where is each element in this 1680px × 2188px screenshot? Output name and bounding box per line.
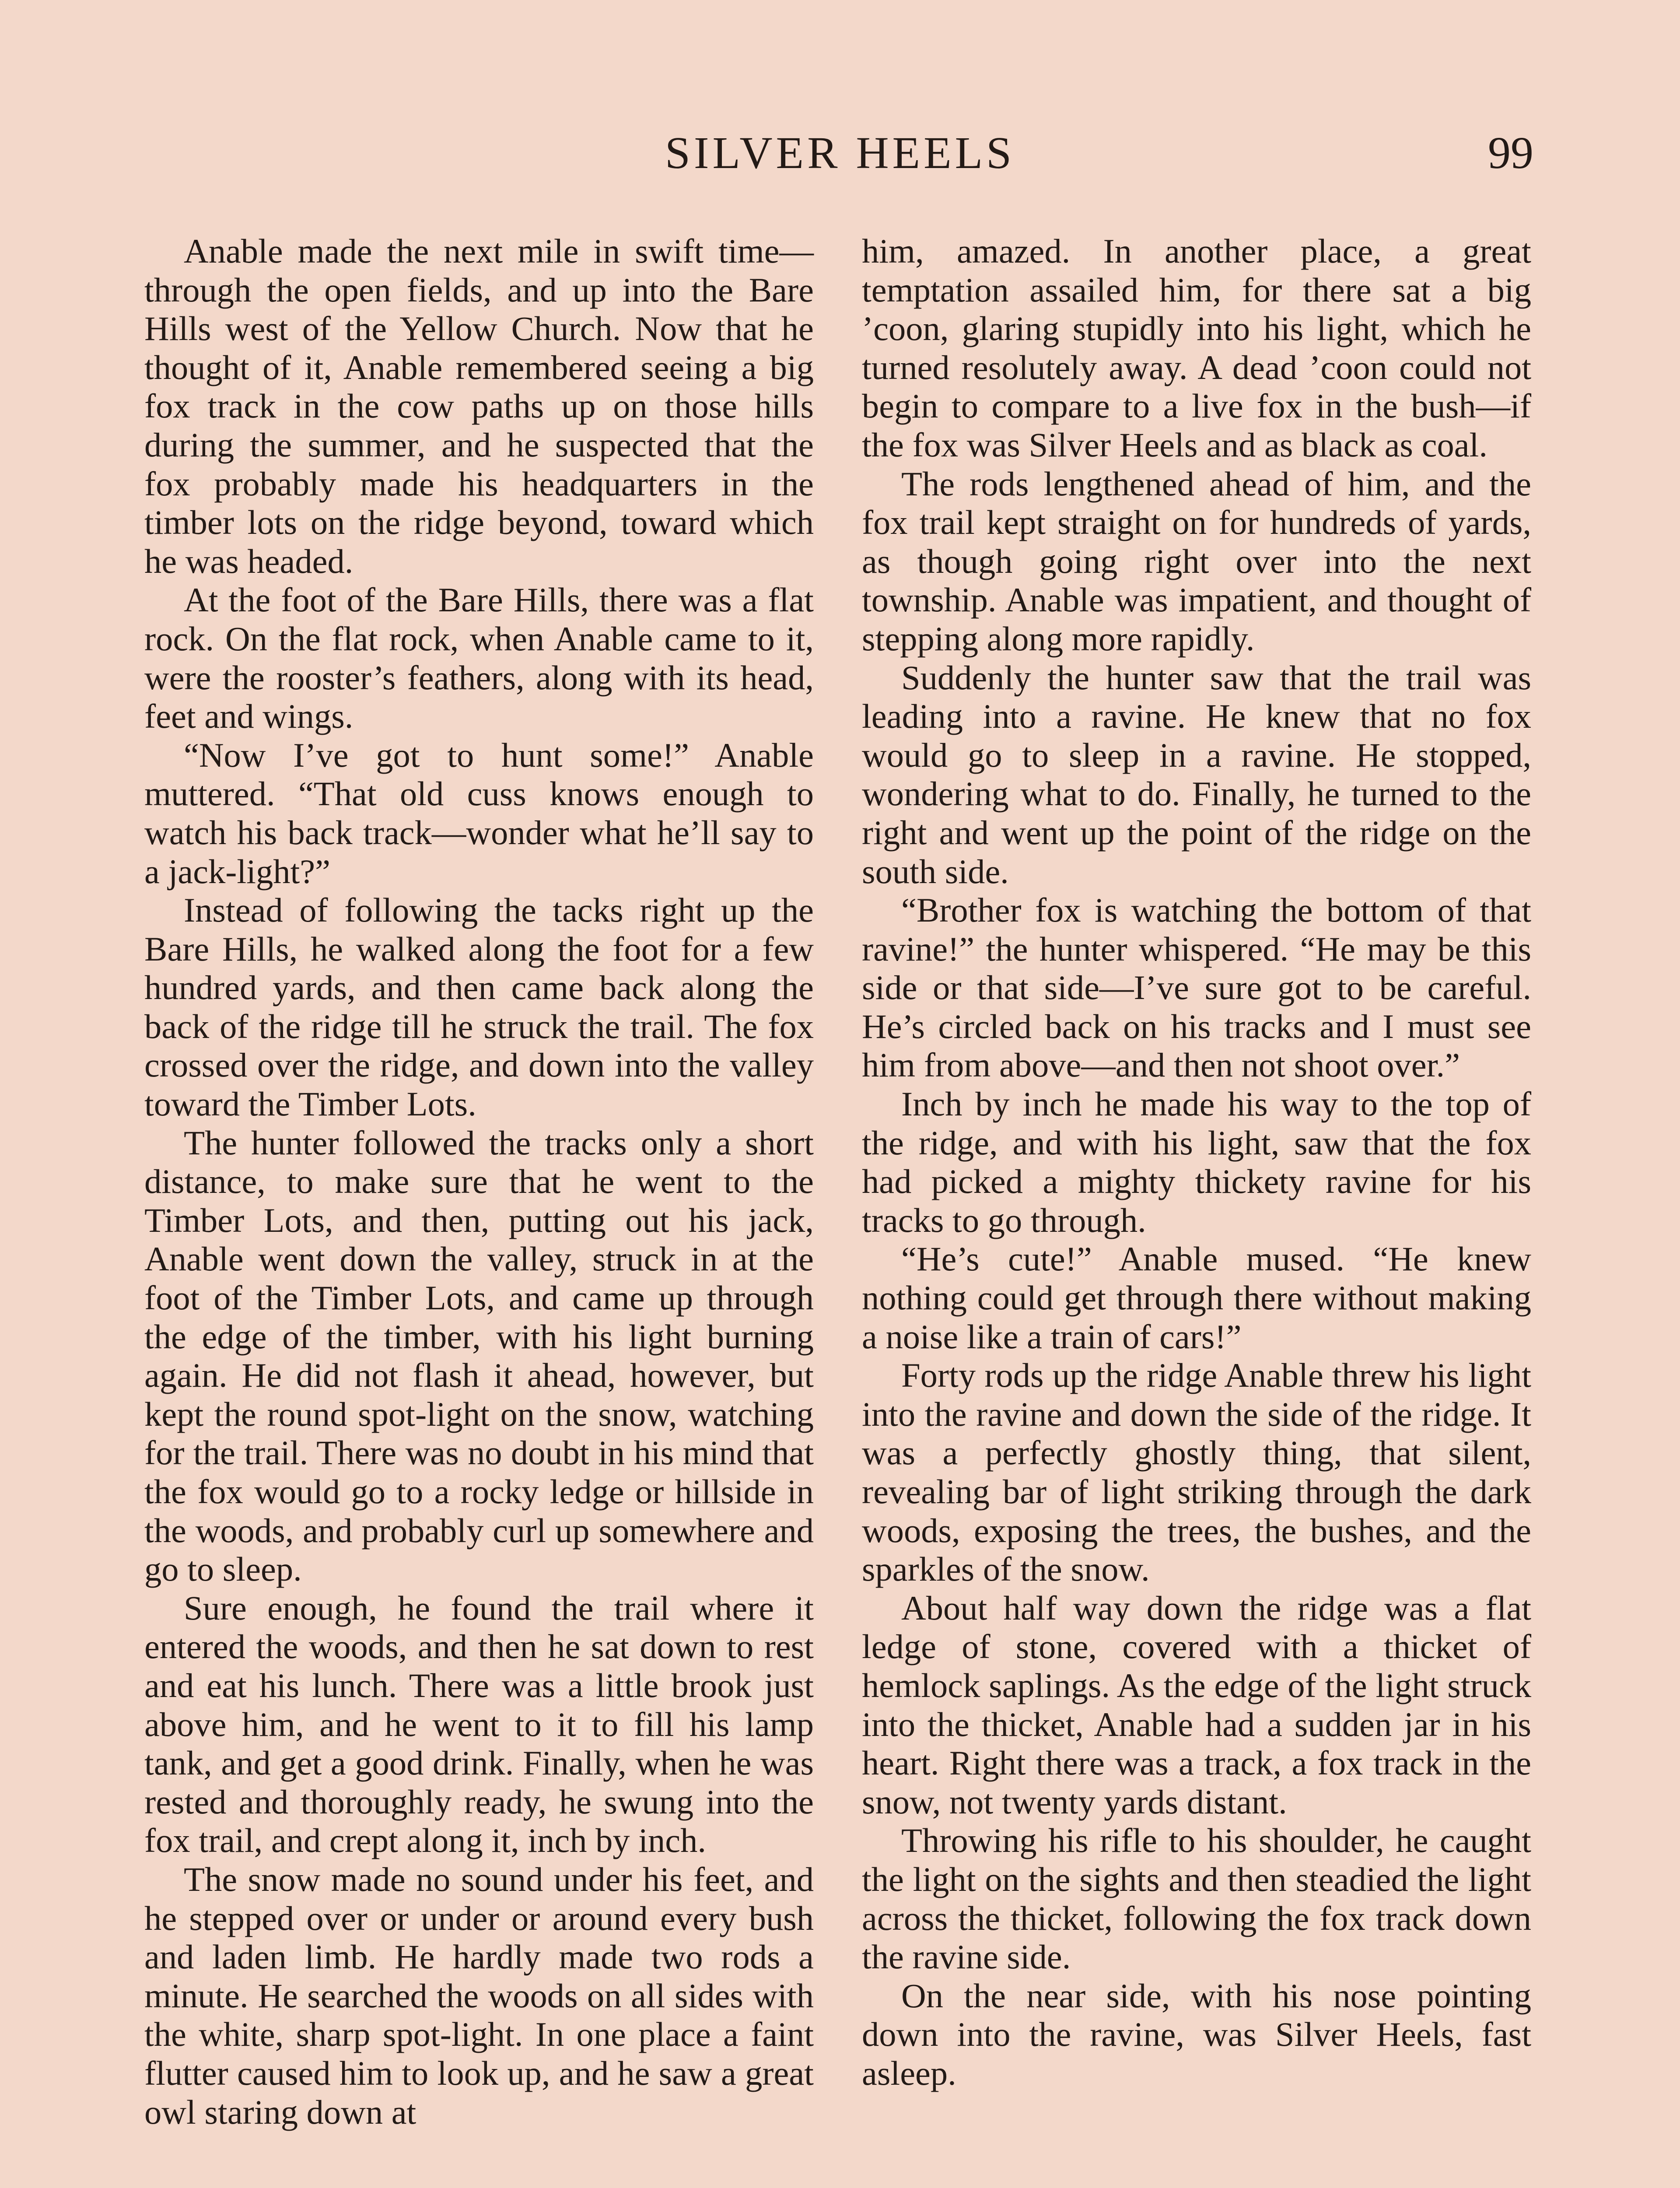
paragraph-continuation: him, amazed. In another place, a great temptation assailed him, for there sat a big ’coon, glaring stupidly into his light, which he turned resolutely away. A dead ’coon could not begin to compare to a live fox in the bush—if the fox was Silver Heels and as black as coal.	[862, 232, 1531, 464]
paragraph: At the foot of the Bare Hills, there was a flat rock. On the flat rock, when Anable came to it, were the rooster’s feathers, along with its head, feet and wings.	[144, 581, 814, 736]
page-number: 99	[1488, 128, 1533, 178]
paragraph: Throwing his rifle to his shoulder, he caught the light on the sights and then steadied the light across the thicket, following the fox track down the ravine side.	[862, 1821, 1531, 1976]
left-column	[144, 232, 814, 2132]
right-column	[862, 232, 1531, 2093]
paragraph: Inch by inch he made his way to the top of the ridge, and with his light, saw that the fox had picked a mighty thickety ravine for his tracks to go through.	[862, 1085, 1531, 1239]
paragraph: About half way down the ridge was a flat ledge of stone, covered with a thicket of hemlock saplings. As the edge of the light struck into the thicket, Anable had a sudden jar in his heart. Right there was a track, a fox track in the snow, not twenty yards distant.	[862, 1588, 1531, 1821]
running-title: SILVER HEELS	[665, 128, 1015, 178]
paragraph: “Brother fox is watching the bottom of that ravine!” the hunter whispered. “He may be this side or that side—I’ve sure got to be careful. He’s circled back on his tracks and I must see him from above—and then not shoot over.”	[862, 891, 1531, 1084]
paragraph: Sure enough, he found the trail where it entered the woods, and then he sat down to rest and eat his lunch. There was a little brook just above him, and he went to it to fill his lamp tank, and get a good drink. Finally, when he was rested and thoroughly ready, he swung into the fox trail, and crept along it, inch by inch.	[144, 1588, 814, 1860]
paragraph: The snow made no sound under his feet, and he stepped over or under or around every bush and laden limb. He hardly made two rods a minute. He searched the woods on all sides with the white, sharp spot-light. In one place a faint flutter caused him to look up, and he saw a great owl staring down at	[144, 1860, 814, 2131]
paragraph: “Now I’ve got to hunt some!” Anable muttered. “That old cuss knows enough to watch his back track—wonder what he’ll say to a jack-light?”	[144, 736, 814, 891]
paragraph: Suddenly the hunter saw that the trail was leading into a ravine. He knew that no fox would go to sleep in a ravine. He stopped, wondering what to do. Finally, he turned to the right and went up the point of the ridge on the south side.	[862, 658, 1531, 891]
paragraph: Instead of following the tacks right up the Bare Hills, he walked along the foot for a few hundred yards, and then came back along the back of the ridge till he struck the trail. The fox crossed over the ridge, and down into the valley toward the Timber Lots.	[144, 891, 814, 1123]
paragraph: The rods lengthened ahead of him, and the fox trail kept straight on for hundreds of yards, as though going right over into the next township. Anable was impatient, and thought of stepping along more rapidly.	[862, 464, 1531, 658]
paragraph: Forty rods up the ridge Anable threw his light into the ravine and down the side of the ridge. It was a perfectly ghostly thing, that silent, revealing bar of light striking through the dark woods, exposing the trees, the bushes, and the sparkles of the snow.	[862, 1356, 1531, 1588]
paragraph: On the near side, with his nose pointing down into the ravine, was Silver Heels, fast asleep.	[862, 1976, 1531, 2092]
paragraph: Anable made the next mile in swift time—through the open fields, and up into the Bare Hills west of the Yellow Church. Now that he thought of it, Anable remembered seeing a big fox track in the cow paths up on those hills during the summer, and he suspected that the fox probably made his headquarters in the timber lots on the ridge beyond, toward which he was headed.	[144, 232, 814, 580]
paragraph: The hunter followed the tracks only a short distance, to make sure that he went to the Timber Lots, and then, putting out his jack, Anable went down the valley, struck in at the foot of the Timber Lots, and came up through the edge of the timber, with his light burning again. He did not flash it ahead, however, but kept the round spot-light on the snow, watching for the trail. There was no doubt in his mind that the fox would go to a rocky ledge or hillside in the woods, and probably curl up somewhere and go to sleep.	[144, 1123, 814, 1588]
paragraph: “He’s cute!” Anable mused. “He knew nothing could get through there without making a noise like a train of cars!”	[862, 1240, 1531, 1356]
